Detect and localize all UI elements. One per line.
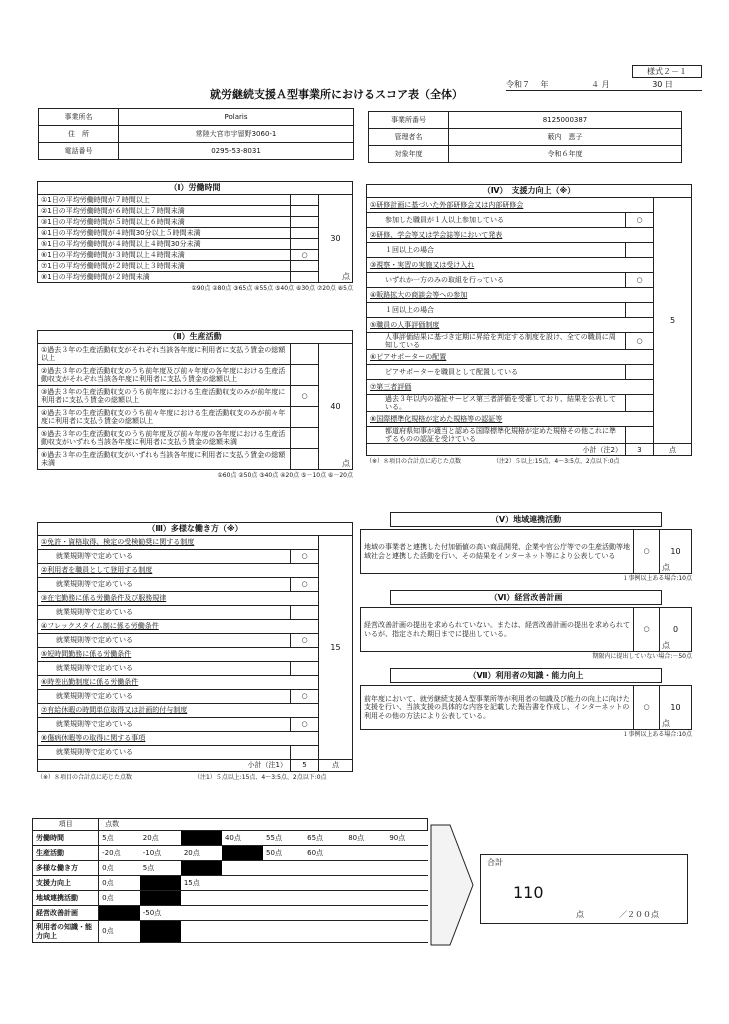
info-row — [39, 143, 354, 160]
criteria-sub-row — [38, 690, 353, 704]
criteria-sub-row — [367, 243, 692, 258]
section-text: 地域の事業者と連携した付加価値の高い商品開発、企業や官公庁等での生産活動等地域社会と連携した活動を行い、その結果をインターネット等により公表している — [361, 530, 634, 574]
criteria-heading: ⑥ピアサポーターの配置 — [367, 350, 654, 365]
points-cell — [304, 876, 345, 891]
criteria-heading-row — [38, 592, 353, 606]
criteria-sub-row — [367, 303, 692, 318]
criteria-sub-row — [367, 333, 692, 350]
score-unit: 点 — [662, 640, 670, 650]
section-score — [319, 195, 353, 283]
points-cell: 90点 — [386, 831, 427, 846]
points-cell — [222, 906, 263, 921]
criteria-heading-row — [38, 620, 353, 634]
criteria-mark — [626, 303, 654, 318]
points-cell-selected: ■ — [181, 831, 222, 846]
criteria-mark — [291, 365, 319, 386]
criteria-sub: 就業規則等で定めている — [38, 578, 291, 592]
score-value: 15 — [330, 642, 341, 652]
criteria-sub: 就業規則等で定めている — [38, 690, 291, 704]
info-left-table — [38, 108, 354, 160]
points-cell: 0点 — [99, 921, 140, 943]
criteria-sub-row — [38, 578, 353, 592]
criteria-text: ⑧1日の平均労働時間が２時間未満 — [38, 272, 291, 283]
score-unit: 点 — [342, 271, 350, 281]
criteria-sub: 都道府県知事が適当と認める国際標準化規格が定めた規格その他これに準ずるものの認証を受けている — [367, 427, 626, 444]
criteria-sub: 就業規則等で定めている — [38, 746, 291, 760]
points-cell — [304, 861, 345, 876]
section-support-improvement — [366, 184, 692, 465]
criteria-sub: 就業規則等で定めている — [38, 718, 291, 732]
criteria-sub-row — [367, 395, 692, 412]
points-cell-selected: ■ — [181, 861, 222, 876]
criteria-text: ④過去３年の生産活動収支のうち前々年度における生産活動収支のみが前々年度に利用者に支払う賃金の総額以上 — [38, 407, 291, 428]
criteria-sub-row — [367, 213, 692, 228]
section-title: （Ⅴ）地域連携活動 — [390, 512, 662, 527]
section-note: １事例以上ある場合:10点 — [622, 575, 692, 582]
points-row — [33, 876, 428, 891]
criteria-text: ②過去３年の生産活動収支のうち前年度及び前々年度の各年度における生産活動収支がそれぞれ当該各年度に利用者に支払う賃金の総額以上 — [38, 365, 291, 386]
criteria-row — [38, 407, 353, 428]
criteria-heading: ②研修、学会等又は学会誌等において発表 — [367, 228, 654, 243]
criteria-row — [38, 344, 353, 365]
section-working-hours — [37, 181, 353, 292]
points-cell: 50点 — [263, 846, 304, 861]
points-cell: 20点 — [181, 846, 222, 861]
criteria-sub: 参加した職員が１人以上参加している — [367, 213, 626, 228]
criteria-heading-row — [38, 732, 353, 746]
criteria-heading-row — [367, 350, 692, 365]
criteria-text: ③過去３年の生産活動収支のうち前年度における生産活動収支のみが前年度に利用者に支払う賃金の総額以上 — [38, 386, 291, 407]
section-title: （Ⅳ） 支援力向上（※） — [367, 185, 692, 198]
section-work-styles — [37, 522, 353, 781]
info-row — [369, 129, 682, 146]
criteria-heading: ①研修計画に基づいた外部研修会又は内部研修会 — [367, 198, 654, 213]
criteria-sub: 過去３年以内の福祉サービス第三者評価を受審しており、結果を公表している。 — [367, 395, 626, 412]
criteria-mark — [291, 195, 319, 206]
subtotal-value: 5 — [291, 760, 319, 772]
info-value: 薮内 恵子 — [449, 129, 682, 146]
criteria-row — [38, 228, 353, 239]
subtotal-label: 小計（注2） — [367, 444, 626, 456]
criteria-text: ④1日の平均労働時間が４時間30分以上５時間未満 — [38, 228, 291, 239]
points-row-label: 多様な働き方 — [33, 861, 99, 876]
criteria-row — [38, 272, 353, 283]
points-cell: 0点 — [99, 861, 140, 876]
criteria-row — [38, 206, 353, 217]
points-row — [33, 906, 428, 921]
date-day-suffix: 日 — [664, 80, 673, 89]
criteria-mark — [291, 746, 319, 760]
date-year-suffix: 年 — [540, 80, 549, 89]
section-footnote: ①90点 ②80点 ③65点 ④55点 ⑤40点 ⑥30点 ⑦20点 ⑧5点 — [191, 285, 353, 292]
criteria-mark: ○ — [291, 550, 319, 564]
section-title: （Ⅶ）利用者の知識・能力向上 — [390, 668, 662, 683]
points-cell — [345, 861, 386, 876]
criteria-sub: 就業規則等で定めている — [38, 662, 291, 676]
points-row — [33, 861, 428, 876]
criteria-mark — [291, 272, 319, 283]
criteria-mark: ○ — [291, 578, 319, 592]
info-value: 令和６年度 — [449, 146, 682, 163]
points-cell — [222, 861, 263, 876]
score-unit: 点 — [662, 718, 670, 728]
section-footnote: ①60点 ②50点 ③40点 ④20点 ⑤－10点 ⑥－20点 — [217, 472, 353, 479]
score-value: 5 — [669, 316, 676, 326]
points-cell-selected: ■ — [222, 846, 263, 861]
criteria-heading-row — [367, 380, 692, 395]
section-table — [360, 529, 692, 574]
section-title: （Ⅰ）労働時間 — [38, 182, 353, 195]
section-note — [366, 458, 692, 465]
points-cell — [345, 846, 386, 861]
criteria-text: ⑥過去３年の生産活動収支がいずれも当該各年度に利用者に支払う賃金の総額未満 — [38, 449, 291, 470]
info-label: 住 所 — [39, 126, 119, 143]
criteria-mark: ○ — [291, 690, 319, 704]
criteria-mark — [291, 606, 319, 620]
score-value: 0 — [672, 624, 679, 634]
points-cell — [263, 891, 304, 906]
page-title: 就労継続支援Ａ型事業所におけるスコア表（全体） — [210, 88, 463, 101]
info-row — [369, 112, 682, 129]
section-mark: ○ — [634, 608, 660, 652]
points-cell: 55点 — [263, 831, 304, 846]
note-right: （注2）５以上:15点、4～3:5点、2点以下:0点 — [492, 458, 620, 466]
section-note — [37, 774, 353, 781]
points-cell — [345, 921, 386, 943]
subtotal-row — [38, 760, 353, 772]
criteria-mark — [291, 344, 319, 365]
section-row — [361, 530, 692, 574]
criteria-heading: ⑥時差出勤制度に係る労働条件 — [38, 676, 319, 690]
criteria-mark: ○ — [626, 273, 654, 288]
section-mark: ○ — [634, 686, 660, 730]
points-table — [32, 818, 428, 943]
criteria-mark — [291, 239, 319, 250]
criteria-heading-row — [38, 564, 353, 578]
date-month: ４ — [591, 80, 600, 89]
points-cell — [345, 891, 386, 906]
section-regional-collaboration — [360, 512, 692, 582]
points-row — [33, 921, 428, 943]
section-user-skill-improvement — [360, 668, 692, 738]
score-value: 10 — [670, 702, 681, 712]
criteria-sub: 就業規則等で定めている — [38, 634, 291, 648]
criteria-sub: ピアサポーターを職員として配置している — [367, 365, 626, 380]
date-era: 令和７ — [506, 80, 530, 89]
criteria-mark — [291, 206, 319, 217]
criteria-text: ⑤1日の平均労働時間が４時間以上４時間30分未満 — [38, 239, 291, 250]
criteria-sub-row — [38, 746, 353, 760]
score-value: 40 — [330, 401, 341, 411]
section-table — [360, 685, 692, 730]
criteria-mark — [291, 449, 319, 470]
criteria-mark — [626, 395, 654, 412]
criteria-sub-row — [38, 606, 353, 620]
points-row-label: 生産活動 — [33, 846, 99, 861]
note-left: （※）８項目の合計点に応じた点数 — [366, 458, 462, 466]
criteria-sub-row — [367, 427, 692, 444]
criteria-row — [38, 239, 353, 250]
subtotal-unit: 点 — [654, 444, 692, 456]
points-cell — [386, 906, 427, 921]
section-score — [319, 344, 353, 470]
points-row — [33, 891, 428, 906]
form-number — [632, 65, 702, 78]
total-max: ／２００点 — [619, 910, 659, 919]
total-unit: 点 — [576, 910, 584, 919]
section-title: （Ⅵ）経営改善計画 — [390, 590, 662, 605]
points-cell: 65点 — [304, 831, 345, 846]
section-title: （Ⅱ）生産活動 — [38, 331, 353, 344]
points-cell — [304, 906, 345, 921]
total-box — [480, 854, 688, 924]
criteria-mark — [291, 662, 319, 676]
form-number-text: 様式２－１ — [647, 67, 687, 76]
points-cell-selected: ■ — [140, 876, 181, 891]
section-note: １事例以上ある場合:10点 — [622, 731, 692, 738]
info-row — [39, 126, 354, 143]
criteria-sub: １回以上の場合 — [367, 243, 626, 258]
points-cell — [263, 921, 304, 943]
info-row — [369, 146, 682, 163]
criteria-text: ⑦1日の平均労働時間が２時間以上３時間未満 — [38, 261, 291, 272]
criteria-mark: ○ — [291, 386, 319, 407]
info-label: 対象年度 — [369, 146, 449, 163]
points-cell — [386, 891, 427, 906]
criteria-text: ⑤過去３年の生産活動収支のうち前年度及び前々年度の各年度における生産活動収支がいずれも当該各年度に利用者に支払う賃金の総額未満 — [38, 428, 291, 449]
criteria-heading-row — [38, 704, 353, 718]
points-cell: -50点 — [140, 906, 181, 921]
score-value: 10 — [670, 546, 681, 556]
criteria-row — [38, 386, 353, 407]
criteria-mark — [626, 365, 654, 380]
points-cell-selected: ■ — [99, 906, 140, 921]
criteria-heading: ⑤職員の人事評価制度 — [367, 318, 654, 333]
points-cell-selected: ■ — [140, 921, 181, 943]
points-row — [33, 846, 428, 861]
info-row — [39, 109, 354, 126]
criteria-mark — [291, 428, 319, 449]
section-title: （Ⅲ）多様な働き方（※） — [38, 523, 353, 536]
criteria-sub: １回以上の場合 — [367, 303, 626, 318]
criteria-heading-row — [367, 198, 692, 213]
points-cell — [222, 891, 263, 906]
info-label: 事業所名 — [39, 109, 119, 126]
criteria-text: ②1日の平均労働時間が６時間以上７時間未満 — [38, 206, 291, 217]
criteria-row — [38, 449, 353, 470]
points-cell: 0点 — [99, 891, 140, 906]
criteria-text: ③1日の平均労働時間が５時間以上６時間未満 — [38, 217, 291, 228]
criteria-heading-row — [38, 676, 353, 690]
subtotal-value: 3 — [626, 444, 654, 456]
section-table — [360, 607, 692, 652]
points-cell — [345, 906, 386, 921]
total-label: 合計 — [487, 858, 503, 867]
criteria-heading: ⑦有給休暇の時間単位取得又は計画的付与制度 — [38, 704, 319, 718]
score-value: 30 — [330, 233, 341, 243]
criteria-mark — [291, 407, 319, 428]
points-cell: 20点 — [140, 831, 181, 846]
points-cell — [263, 876, 304, 891]
criteria-row — [38, 261, 353, 272]
points-row-label: 経営改善計画 — [33, 906, 99, 921]
points-cell — [386, 921, 427, 943]
criteria-sub: 人事評価結果に基づき定期に昇給を判定する制度を設け、全ての職員に周知している — [367, 333, 626, 350]
criteria-heading: ⑧傷病休暇等の取得に関する事項 — [38, 732, 319, 746]
points-cell — [222, 876, 263, 891]
points-cell: 60点 — [304, 846, 345, 861]
criteria-mark: ○ — [626, 333, 654, 350]
points-cell: 15点 — [181, 876, 222, 891]
criteria-mark — [291, 228, 319, 239]
info-label: 事業所番号 — [369, 112, 449, 129]
criteria-heading: ②利用者を職員として登用する制度 — [38, 564, 319, 578]
section-row — [361, 686, 692, 730]
criteria-sub-row — [38, 550, 353, 564]
criteria-heading-row — [367, 318, 692, 333]
info-label: 電話番号 — [39, 143, 119, 160]
criteria-heading-row — [367, 288, 692, 303]
note-right: （注1）５点以上:15点、4～3:5点、2点以下:0点 — [193, 774, 327, 781]
criteria-heading: ④販路拡大の商談会等への参加 — [367, 288, 654, 303]
points-cell: -20点 — [99, 846, 140, 861]
points-row-label: 地域連携活動 — [33, 891, 99, 906]
date-day: 30 — [652, 80, 663, 89]
section-score — [319, 536, 353, 760]
criteria-sub: 就業規則等で定めている — [38, 606, 291, 620]
criteria-heading: ①免許・資格取得、検定の受検勧奨に関する制度 — [38, 536, 319, 550]
info-right-table — [368, 111, 682, 163]
points-cell — [181, 891, 222, 906]
subtotal-unit: 点 — [319, 760, 353, 772]
criteria-heading: ⑧国際標準化規格が定めた規格等の認証等 — [367, 412, 654, 427]
arrow-shape — [430, 824, 474, 946]
points-cell — [304, 921, 345, 943]
section-management-improvement — [360, 590, 692, 660]
points-cell — [386, 876, 427, 891]
date-month-suffix: 月 — [601, 80, 610, 89]
section-score — [660, 608, 692, 652]
section-text: 経営改善計画の提出を求められていない。または、経営改善計画の提出を求められているが、指定された期日までに提出している。 — [361, 608, 634, 652]
section-score — [654, 198, 692, 444]
points-row-label: 労働時間 — [33, 831, 99, 846]
criteria-sub-row — [38, 718, 353, 732]
score-unit: 点 — [662, 562, 670, 572]
info-value: Polaris — [119, 109, 354, 126]
criteria-heading: ⑦第三者評価 — [367, 380, 654, 395]
criteria-row — [38, 195, 353, 206]
points-row — [33, 831, 428, 846]
criteria-sub-row — [38, 634, 353, 648]
criteria-heading: ③在宅勤務に係る労働条件及び服務規律 — [38, 592, 319, 606]
points-header-row — [33, 819, 428, 831]
criteria-mark — [291, 217, 319, 228]
criteria-mark: ○ — [291, 718, 319, 732]
criteria-mark — [291, 261, 319, 272]
criteria-sub-row — [367, 365, 692, 380]
score-unit: 点 — [342, 458, 350, 468]
criteria-sub: 就業規則等で定めている — [38, 550, 291, 564]
info-value: 常陸大宮市宇留野3060-1 — [119, 126, 354, 143]
points-cell: 0点 — [99, 876, 140, 891]
criteria-heading-row — [367, 258, 692, 273]
subtotal-row — [367, 444, 692, 456]
criteria-row — [38, 250, 353, 261]
criteria-sub-row — [38, 662, 353, 676]
criteria-row — [38, 428, 353, 449]
points-cell — [386, 846, 427, 861]
points-cell: 5点 — [99, 831, 140, 846]
date-line — [506, 80, 702, 91]
points-header-points: 点数 — [99, 819, 428, 831]
criteria-row — [38, 217, 353, 228]
points-row-label: 利用者の知識・能力向上 — [33, 921, 99, 943]
criteria-heading-row — [367, 412, 692, 427]
points-cell — [181, 921, 222, 943]
note-left: （※）８項目の合計点に応じた点数 — [37, 774, 133, 781]
criteria-mark — [626, 243, 654, 258]
points-cell: 5点 — [140, 861, 181, 876]
criteria-mark — [626, 427, 654, 444]
points-cell — [181, 906, 222, 921]
criteria-heading: ③視察・実習の実施又は受け入れ — [367, 258, 654, 273]
total-value: 110 — [513, 883, 544, 902]
points-cell — [304, 891, 345, 906]
criteria-mark: ○ — [291, 250, 319, 261]
criteria-mark: ○ — [291, 634, 319, 648]
points-cell: 40点 — [222, 831, 263, 846]
criteria-mark: ○ — [626, 213, 654, 228]
criteria-heading: ⑤短時間勤務に係る労働条件 — [38, 648, 319, 662]
info-value: 0295-53-8031 — [119, 143, 354, 160]
criteria-heading-row — [38, 536, 353, 550]
section-production — [37, 330, 353, 479]
points-cell — [386, 861, 427, 876]
criteria-text: ⑥1日の平均労働時間が３時間以上４時間未満 — [38, 250, 291, 261]
points-cell — [263, 861, 304, 876]
criteria-row — [38, 365, 353, 386]
criteria-text: ①過去３年の生産活動収支がそれぞれ当該各年度に利用者に支払う賃金の総額以上 — [38, 344, 291, 365]
criteria-sub-row — [367, 273, 692, 288]
section-score — [660, 686, 692, 730]
criteria-text: ①1日の平均労働時間が７時間以上 — [38, 195, 291, 206]
points-row-label: 支援力向上 — [33, 876, 99, 891]
criteria-heading-row — [367, 228, 692, 243]
section-row — [361, 608, 692, 652]
section-mark: ○ — [634, 530, 660, 574]
section-text: 前年度において、就労継続支援Ａ型事業所等が利用者の知識及び能力の向上に向けた支援を行い、当該支援の具体的な内容を記載した報告書を作成し、インターネットの利用その他の方法により公表している。 — [361, 686, 634, 730]
points-header-item: 項目 — [33, 819, 99, 831]
info-label: 管理者名 — [369, 129, 449, 146]
criteria-sub: いずれか一方のみの取組を行っている — [367, 273, 626, 288]
points-cell: -10点 — [140, 846, 181, 861]
criteria-heading: ④フレックスタイム制に係る労働条件 — [38, 620, 319, 634]
points-cell — [345, 876, 386, 891]
points-cell-selected: ■ — [140, 891, 181, 906]
points-cell — [222, 921, 263, 943]
criteria-heading-row — [38, 648, 353, 662]
section-score — [660, 530, 692, 574]
info-value: 8125000387 — [449, 112, 682, 129]
subtotal-label: 小計（注1） — [38, 760, 291, 772]
points-cell: 80点 — [345, 831, 386, 846]
points-cell — [263, 906, 304, 921]
section-note: 期限内に提出していない場合:－50点 — [592, 653, 692, 660]
